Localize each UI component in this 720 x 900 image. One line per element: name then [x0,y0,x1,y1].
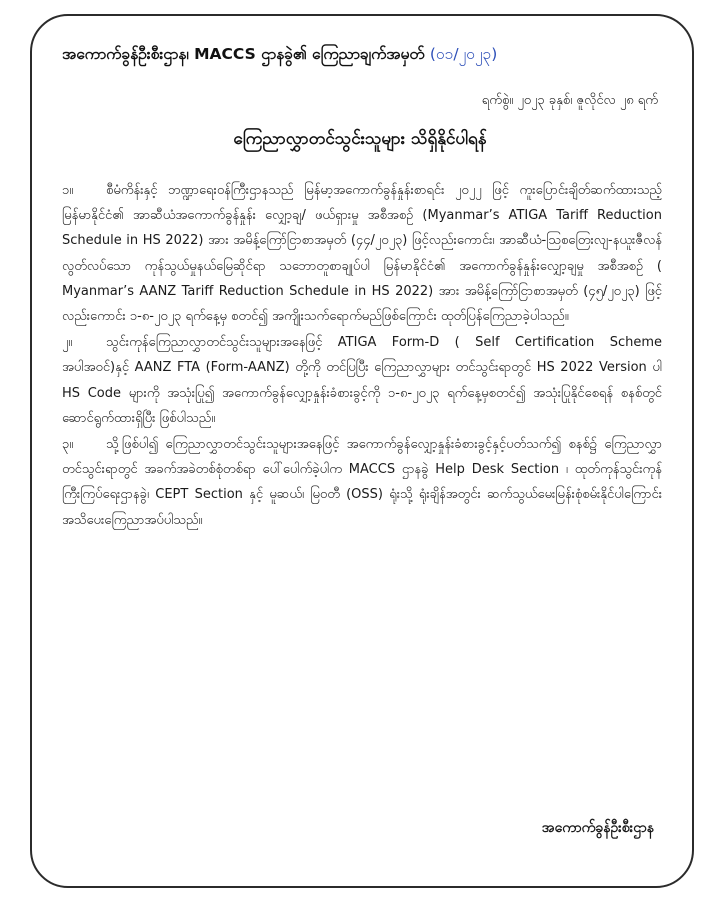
paragraph-2 [62,330,662,431]
announcement-header [62,44,682,67]
announcement-body [62,178,662,534]
paragraph-number: ၁။ [62,183,74,198]
paragraph-1 [62,178,662,329]
announcement-header-title: အကောက်ခွန်ဦးစီးဌာန၊ MACCS ဌာနခွဲ၏ ကြေညာချက်အမှတ် [62,45,425,63]
paragraph-number: ၂။ [62,335,73,351]
paragraph-text: စီမံကိန်းနှင့် ဘဏ္ဍာရေးဝန်ကြီးဌာနသည် မြန်မာ့အကောက်ခွန်နှုန်းစာရင်း ၂၀၂၂ ဖြင့် ကူးပြောင်းချိတ်ဆက်ထားသည့် မြန်မာနိုင်ငံ၏ အာဆီယံအကောက်ခွန်နှုန်း လျှော့ချ/ ဖယ်ရှားမှု အစီအစဉ် (Myanmar’s ATIGA Tariff Reduction Schedule in HS 2022) အား အမိန့်ကြော်ငြာစာအမှတ် (၄၄/၂၀၂၃) ဖြင့်လည်းကောင်း၊ အာဆီယံ-သြစတြေးလျ-နယူးဇီလန် လွတ်လပ်သော ကုန်သွယ်မှုနယ်မြေဆိုင်ရာ သဘောတူစာချုပ်ပါ မြန်မာနိုင်ငံ၏ အကောက်ခွန်နှုန်းလျှော့ချမှု အစီအစဉ် ( Myanmar’s AANZ Tariff Reduction Schedule in HS 2022) အား အမိန့်ကြော်ငြာစာအမှတ် (၄၅/၂၀၂၃) ဖြင့် လည်းကောင်း ၁-၈-၂၀၂၃ ရက်နေ့မှ စတင်၍ အကျိုးသက်ရောက်မည်ဖြစ်ကြောင်း ထုတ်ပြန်ကြေညာခဲ့ပါသည်။ [62,183,662,325]
announcement-title: ကြေညာလွှာတင်သွင်းသူများ သိရှိနိုင်ပါရန် [233,129,487,149]
announcement-number: (၀၁/၂၀၂၃) [429,45,498,63]
signature-department: အကောက်ခွန်ဦးစီးဌာန [541,820,654,836]
paragraph-text: သွင်းကုန်ကြေညာလွှာတင်သွင်းသူများအနေဖြင့် ATIGA Form-D ( Self Certification Scheme အပါအဝင်)နှင့် AANZ FTA (Form-AANZ) တို့ကို တင်ပြပြီး ကြေညာလွှာများ တင်သွင်းရာတွင် HS 2022 Version ပါ HS Code များကို အသုံးပြု၍ အကောက်ခွန်လျှော့နှုန်းခံစားခွင့်ကို ၁-၈-၂၀၂၃ ရက်နေ့မှစတင်၍ အသုံးပြုနိုင်စေရန် စနစ်တွင် ဆောင်ရွက်ထားရှိပြီး ဖြစ်ပါသည်။ [62,335,662,426]
paragraph-number: ၃။ [62,437,74,453]
paragraph-3 [62,432,662,533]
announcement-date: ရက်စွဲ။ ၂၀၂၃ ခုနှစ်၊ ဇူလိုင်လ ၂၈ ရက် [481,93,658,108]
paragraph-text: သို့ဖြစ်ပါ၍ ကြေညာလွှာတင်သွင်းသူများအနေဖြင့် အကောက်ခွန်လျှော့နှုန်းခံစားခွင့်နှင့်ပတ်သက်၍ စနစ်၌ ကြေညာလွှာတင်သွင်းရာတွင် အခက်အခဲတစ်စုံတစ်ရာ ပေါ်ပေါက်ခဲ့ပါက MACCS ဌာနခွဲ Help Desk Section ၊ ထုတ်ကုန်သွင်းကုန်ကြီးကြပ်ရေးဌာနခွဲ၊ CEPT Section နှင့် မူဆယ်၊ မြဝတီ (OSS) ရုံးသို့ ရုံးချိန်အတွင်း ဆက်သွယ်မေးမြန်းစုံစမ်းနိုင်ပါကြောင်း အသိပေးကြေညာအပ်ပါသည်။ [62,437,662,528]
